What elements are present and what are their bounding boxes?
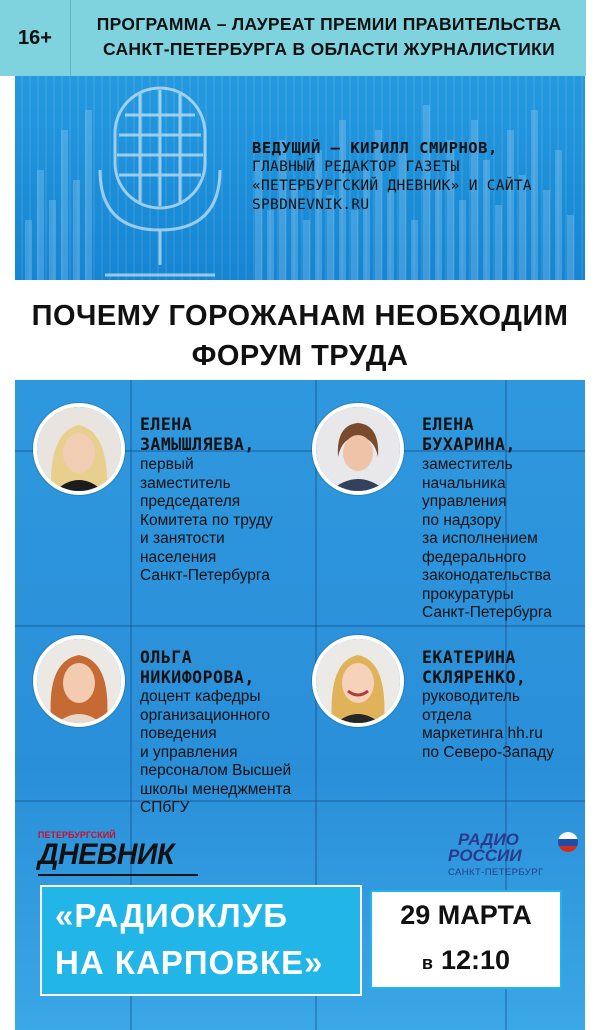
speaker-4-name: [422, 648, 526, 688]
host-block: [252, 138, 572, 215]
speaker-1-role: [140, 456, 273, 586]
title-line-1: ПОЧЕМУ ГОРОЖАНАМ НЕОБХОДИМ: [31, 300, 569, 332]
role-line: ОЛЬГА: [140, 648, 193, 667]
role-line: председателя: [140, 493, 241, 510]
speaker-4-avatar: [312, 635, 404, 727]
role-line: ЕЛЕНА: [422, 415, 475, 434]
speaker-4-role: [422, 688, 554, 762]
dnevnik-logo[interactable]: [38, 830, 208, 880]
radio-rossii-logo[interactable]: [448, 832, 578, 882]
role-line: ЕЛЕНА: [140, 415, 193, 434]
radio-logo-line-1: РАДИО: [458, 830, 519, 849]
broadcast-time: 12:10: [441, 945, 511, 975]
role-line: школы менеджмента: [140, 780, 292, 798]
role-line: заместитель: [140, 474, 231, 492]
show-title-line-1: «РАДИОКЛУБ: [55, 897, 288, 934]
role-line: прокуратуры: [422, 585, 514, 603]
radio-logo-sub: САНКТ-ПЕТЕРБУРГ: [448, 867, 544, 878]
role-line: БУХАРИНА,: [422, 435, 516, 454]
age-rating-badge: 16+: [0, 0, 70, 76]
role-line: населения: [140, 548, 217, 566]
microphone-icon: [85, 80, 235, 280]
role-line: руководитель: [422, 688, 520, 705]
dnevnik-logo-big: ДНЕВНИК: [38, 838, 175, 871]
broadcast-time-prefix: в: [421, 953, 433, 973]
role-line: Санкт-Петербурга: [422, 604, 552, 621]
award-line-1: ПРОГРАММА – ЛАУРЕАТ ПРЕМИИ ПРАВИТЕЛЬСТВА: [96, 14, 562, 34]
radio-logo-line-2: РОССИИ: [448, 846, 522, 865]
speaker-3-name: [140, 648, 255, 688]
role-line: за исполнением: [422, 530, 538, 547]
title-line-2: ФОРУМ ТРУДА: [191, 340, 409, 372]
role-line: по Северо-Западу: [422, 743, 555, 761]
award-text: [84, 12, 574, 62]
role-line: персоналом Высшей: [140, 762, 292, 779]
broadcast-time-row: [372, 945, 560, 976]
dnevnik-logo-small: ПЕТЕРБУРГСКИЙ: [38, 830, 116, 840]
role-line: доцент кафедры: [140, 688, 261, 705]
speaker-2-role: [422, 456, 552, 623]
page-title: [0, 296, 600, 376]
role-line: организационного: [140, 706, 270, 724]
speaker-1-avatar: [33, 403, 125, 495]
host-name: ВЕДУЩИЙ – КИРИЛЛ СМИРНОВ,: [252, 139, 498, 157]
speaker-2-avatar: [312, 403, 404, 495]
role-line: СКЛЯРЕНКО,: [422, 668, 527, 687]
host-role-line-3: SPBDNEVNIK.RU: [252, 197, 370, 213]
host-role-line-2: «ПЕТЕРБУРГСКИЙ ДНЕВНИК» И САЙТА: [252, 178, 532, 194]
role-line: СПбГУ: [140, 799, 190, 816]
role-line: и занятости: [140, 530, 225, 547]
role-line: начальника: [422, 474, 506, 492]
role-line: поведения: [140, 725, 217, 742]
award-line-2: САНКТ-ПЕТЕРБУРГА В ОБЛАСТИ ЖУРНАЛИСТИКИ: [102, 39, 556, 59]
role-line: ЕКАТЕРИНА: [422, 648, 516, 667]
role-line: законодательства: [422, 567, 552, 584]
show-title: [55, 892, 355, 986]
role-line: федерального: [422, 548, 527, 566]
role-line: заместитель: [422, 456, 513, 473]
russian-flag-icon: [558, 832, 578, 852]
role-line: Санкт-Петербурга: [140, 567, 270, 584]
speaker-3-role: [140, 688, 291, 818]
role-line: НИКИФОРОВА,: [140, 668, 255, 687]
host-role-line-1: ГЛАВНЫЙ РЕДАКТОР ГАЗЕТЫ: [252, 159, 460, 175]
speaker-1-name: [140, 415, 255, 455]
role-line: маркетинга hh.ru: [422, 725, 543, 742]
role-line: и управления: [140, 743, 238, 761]
speaker-2-name: [422, 415, 516, 455]
role-line: первый: [140, 456, 194, 473]
show-title-line-2: НА КАРПОВКЕ»: [55, 944, 324, 981]
role-line: отдела: [422, 706, 472, 724]
role-line: по надзору: [422, 511, 502, 529]
role-line: управления: [422, 493, 507, 510]
role-line: ЗАМЫШЛЯЕВА,: [140, 435, 255, 454]
dnevnik-logo-underline: [38, 874, 198, 876]
broadcast-date: 29 МАРТА: [400, 900, 532, 930]
role-line: Комитета по труду: [140, 511, 273, 529]
speaker-3-avatar: [33, 635, 125, 727]
